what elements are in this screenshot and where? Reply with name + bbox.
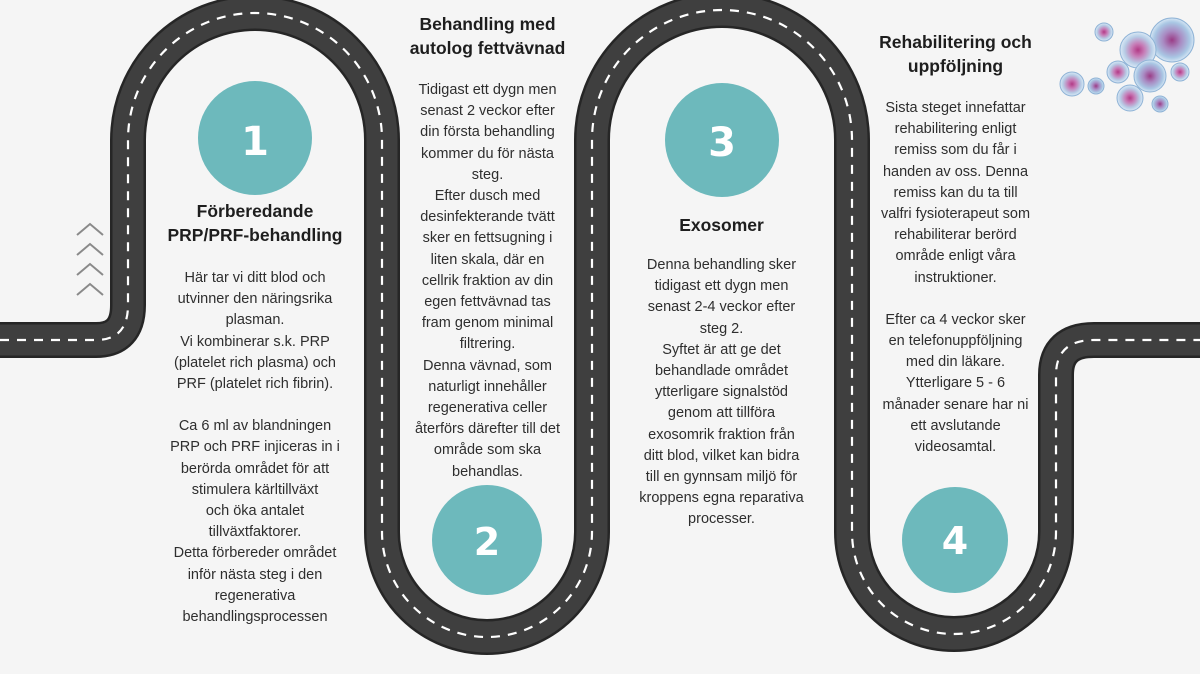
step-1-text	[150, 199, 360, 628]
step-3-paragraph-1: Denna behandling sker tidigast ett dygn men senast 2-4 veckor efter steg 2. Syftet är att ge det behandlade området ytterligare signalstöd genom att tillföra exosomrik fraktion från ditt blod, vilket kan bidra till en gynnsam miljö för kroppens egna reparativa processer.	[639, 257, 804, 528]
step-circle-4	[902, 487, 1008, 593]
step-number-2: 2	[473, 520, 501, 564]
step-number-3: 3	[708, 120, 736, 166]
step-circle-3	[665, 83, 779, 197]
step-circle-1	[198, 81, 312, 195]
step-circle-2	[432, 485, 542, 595]
step-4-paragraph-1: Sista steget innefattar rehabilitering enligt remiss som du får i handen av oss. Denna remiss kan du ta till valfri fysioterapeut som rehabiliterar berörd område enligt våra instruktioner.	[880, 100, 1031, 286]
step-3-title: Exosomer	[679, 215, 764, 235]
step-2-title: Behandling med autolog fettvävnad	[409, 14, 566, 58]
step-2-paragraph-1: Tidigast ett dygn men senast 2 veckor efter din första behandling kommer du för nästa steg. Efter dusch med desinfekterande tvätt sker en fettsugning i liten skala, där en cellrik fraktion av din egen fettvävnad tas fram genom minimal filtrering. Denna vävnad, som naturligt innehåller regenerativa celler återförs därefter till det område som ska behandlas.	[414, 82, 561, 480]
step-number-4: 4	[941, 519, 969, 563]
cells-illustration	[1052, 12, 1197, 117]
step-3-text	[614, 213, 829, 531]
step-number-1: 1	[241, 119, 269, 165]
step-4-title: Rehabilitering och uppföljning	[879, 32, 1032, 76]
step-2-text	[380, 12, 595, 483]
step-1-title: Förberedande PRP/PRF-behandling	[167, 201, 343, 245]
step-1-paragraph-1: Här tar vi ditt blod och utvinner den näringsrika plasman. Vi kombinerar s.k. PRP (platelet rich plasma) och PRF (platelet rich fibrin).	[174, 270, 336, 393]
step-1-paragraph-2: Ca 6 ml av blandningen PRP och PRF injiceras in i berörda området för att stimulera kärltillväxt och öka antalet tillväxtfaktorer. Detta förbereder området inför nästa steg i den regenerativa behandlingsprocessen	[170, 418, 340, 626]
step-4-text	[848, 30, 1063, 458]
up-chevrons-icon	[74, 220, 106, 304]
step-4-paragraph-2: Efter ca 4 veckor sker en telefonuppföljning med din läkare. Ytterligare 5 - 6 månader senare har ni ett avslutande videosamtal.	[882, 311, 1029, 456]
